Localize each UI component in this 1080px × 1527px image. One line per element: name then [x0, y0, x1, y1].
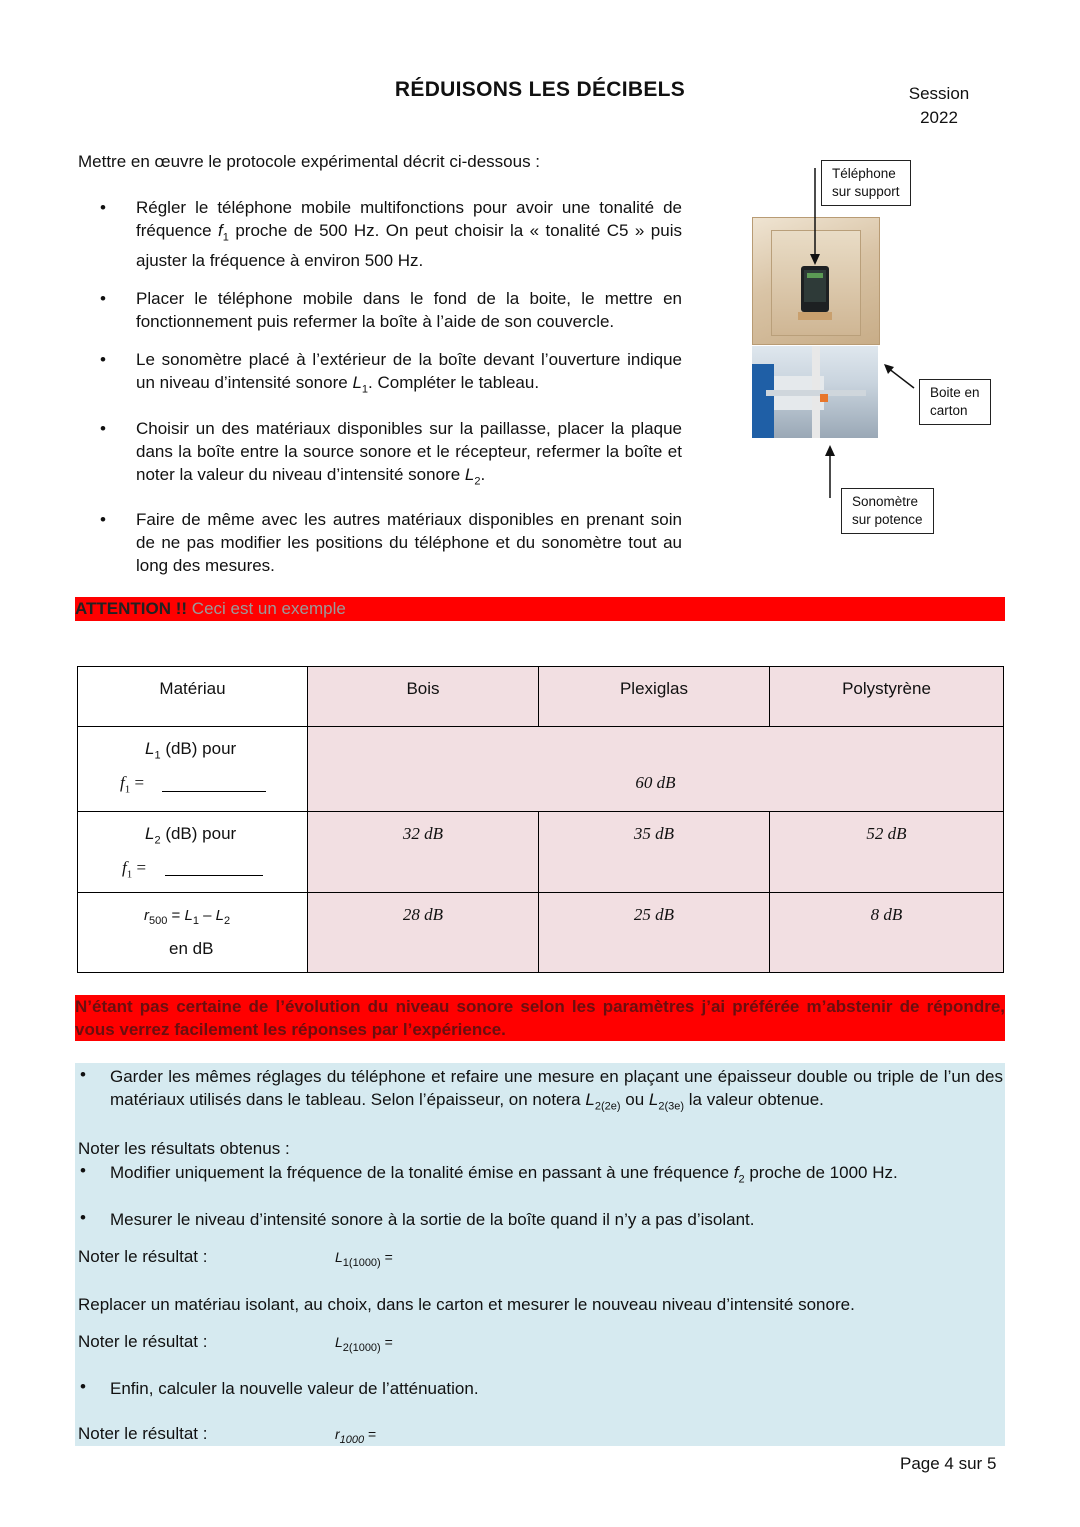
row1-f-sub: 1 — [124, 783, 131, 796]
header-material-text: Matériau — [159, 679, 226, 698]
step-4-text-b: . — [480, 464, 486, 484]
row2-f-var: f — [122, 858, 127, 877]
row3-eq: = — [167, 907, 185, 924]
page-number: Page 4 sur 5 — [900, 1454, 997, 1473]
note-result-label-3: Noter le résultat : — [78, 1424, 208, 1443]
row1-f-var: f — [120, 773, 125, 792]
header-bois — [308, 667, 539, 727]
bullet-4-icon: • — [80, 1377, 86, 1396]
further-step-3: Mesurer le niveau d’intensité sonore à la sortie de la boîte quand il n’y a pas d’isolant. — [110, 1210, 755, 1229]
L2-2e-var: L — [585, 1090, 595, 1109]
row2-polystyrene-value: 52 dB — [866, 824, 907, 843]
step-1 — [100, 196, 682, 272]
page-title: RÉDUISONS LES DÉCIBELS — [394, 78, 686, 101]
bullet-1-icon: • — [80, 1065, 86, 1084]
equation-L2-1000 — [335, 1334, 393, 1354]
bullet-3-icon: • — [80, 1208, 86, 1227]
header-bois-text: Bois — [406, 679, 440, 698]
row3-plexiglas-value: 25 dB — [633, 905, 675, 924]
equation-r-1000 — [335, 1426, 376, 1446]
session-word: Session — [908, 84, 970, 103]
step-4 — [100, 417, 682, 493]
row3-unit: en dB — [169, 939, 214, 958]
row1-f-eq: = — [130, 773, 145, 792]
further-step-2 — [110, 1161, 898, 1191]
row2-var: L — [145, 824, 155, 843]
step-4-text-a: Choisir un des matériaux disponibles sur la paillasse, placer la plaque dans la boîte entre la source sonore et le récepteur, refermer la boîte et noter la valeur du niveau d’intensité sonore — [136, 418, 682, 484]
note-result-label-1: Noter le résultat : — [78, 1247, 208, 1266]
arrow-box-icon — [880, 362, 920, 392]
step-1-text-b: proche de 500 Hz. On peut choisir la « tonalité C5 » puis ajuster la fréquence à environ 500 Hz. — [136, 221, 682, 271]
row2-bois — [308, 812, 539, 893]
label-meter-line-2: sur potence — [852, 512, 923, 527]
eq1-var: L — [335, 1249, 343, 1265]
step-1-var: f — [218, 221, 223, 240]
equation-L1-1000 — [335, 1249, 393, 1269]
label-meter-line-1: Sonomètre — [852, 494, 919, 509]
row3-L1-sub: 1 — [192, 915, 199, 927]
arrow-meter-icon — [820, 444, 840, 500]
row2-label — [78, 812, 308, 893]
row2-f-sub: 1 — [126, 868, 133, 881]
label-box-line-2: carton — [930, 403, 968, 418]
row3-sub: 500 — [149, 915, 168, 927]
session-year: 2022 — [920, 108, 958, 127]
step-2-text: Placer le téléphone mobile dans le fond de la boite, le mettre en fonctionnement puis refermer la boîte à l’aide de son couvercle. — [136, 289, 682, 332]
row3-bois — [308, 893, 539, 973]
f2-var: f — [733, 1163, 739, 1182]
results-table — [77, 666, 1004, 973]
row1-value: 60 dB — [635, 773, 676, 792]
eq1-eq: = — [380, 1249, 393, 1265]
header-material — [78, 667, 308, 727]
step-3-sub: 1 — [361, 383, 369, 396]
arrow-phone-icon — [805, 168, 825, 268]
row2-plexiglas-value: 35 dB — [633, 824, 675, 843]
row1-label — [78, 727, 308, 812]
label-meter — [841, 488, 934, 534]
bullet-2-icon: • — [80, 1161, 86, 1180]
L2-3e-sub: 2(3e) — [658, 1100, 685, 1113]
further-step-1-end: la valeur obtenue. — [684, 1090, 824, 1109]
row2-plexiglas — [539, 812, 770, 893]
row3-plexiglas — [539, 893, 770, 973]
row3-polystyrene-value: 8 dB — [870, 905, 903, 924]
further-step-1-or: ou — [620, 1090, 649, 1109]
eq2-var: L — [335, 1334, 343, 1350]
header-plexiglas-text: Plexiglas — [619, 679, 689, 698]
step-4-sub: 2 — [474, 475, 481, 488]
step-1-text-a: Régler le téléphone mobile multifonctions pour avoir une tonalité de fréquence — [136, 198, 682, 240]
L2-2e-sub: 2(2e) — [594, 1100, 621, 1113]
further-step-1-text: Garder les mêmes réglages du téléphone et refaire une mesure en plaçant une épaisseur double ou triple de l’un des matériaux utilisés dans le tableau. Selon l’épaisseur, on notera — [110, 1067, 1003, 1109]
label-phone-line-2: sur support — [832, 184, 900, 199]
row3-L2-sub: 2 — [223, 915, 231, 927]
label-box-line-1: Boite en — [930, 385, 980, 400]
row2-sub: 2 — [154, 834, 161, 847]
eq2-sub: 2(1000) — [342, 1341, 381, 1354]
eq3-sub: 1000 — [339, 1433, 365, 1446]
attention-banner — [75, 597, 1005, 621]
row1-var: L — [145, 739, 155, 758]
header-polystyrene — [770, 667, 1004, 727]
session-label — [880, 82, 998, 130]
step-5 — [100, 508, 682, 577]
row2-f-blank — [165, 875, 263, 876]
replace-instruction: Replacer un matériau isolant, au choix, dans le carton et mesurer le nouveau niveau d’intensité sonore. — [78, 1295, 855, 1314]
row3-L1: L — [184, 907, 193, 924]
further-step-4: Enfin, calculer la nouvelle valeur de l’atténuation. — [110, 1379, 479, 1398]
label-phone — [821, 160, 911, 206]
step-5-text: Faire de même avec les autres matériaux disponibles en prenant soin de ne pas modifier les positions du téléphone et du sonomètre tout au long des mesures. — [136, 510, 682, 576]
header-polystyrene-text: Polystyrène — [842, 679, 931, 698]
protocol-intro: Mettre en œuvre le protocole expérimental décrit ci-dessous : — [78, 152, 541, 171]
note-results-label: Noter les résultats obtenus : — [78, 1139, 290, 1158]
row2-rest: (dB) pour — [160, 824, 237, 843]
row3-minus: – — [198, 907, 216, 924]
note-result-label-2: Noter le résultat : — [78, 1332, 208, 1351]
row1-sub: 1 — [154, 749, 161, 762]
step-3-text-b: . Compléter le tableau. — [368, 373, 540, 393]
row3-var: r — [144, 907, 149, 924]
eq2-eq: = — [380, 1334, 393, 1350]
row3-bois-value: 28 dB — [402, 905, 444, 924]
step-2 — [100, 287, 682, 333]
header-plexiglas — [539, 667, 770, 727]
row1-rest: (dB) pour — [160, 739, 237, 758]
step-3-text-a: Le sonomètre placé à l’extérieur de la boîte devant l’ouverture indique un niveau d’intensité sonore — [136, 350, 682, 393]
row3-polystyrene — [770, 893, 1004, 973]
L2-3e-var: L — [648, 1090, 659, 1109]
step-4-var: L — [464, 464, 475, 484]
attention-rest: Ceci est un exemple — [187, 599, 346, 618]
row3-label — [78, 893, 308, 973]
label-box — [919, 379, 991, 425]
label-phone-line-1: Téléphone — [832, 166, 896, 181]
row1-f-blank — [162, 791, 266, 792]
step-1-sub: 1 — [222, 231, 229, 244]
row2-polystyrene — [770, 812, 1004, 893]
row1-value-cell — [308, 727, 1004, 812]
student-note-banner: N’étant pas certaine de l’évolution du niveau sonore selon les paramètres j’ai préférée m’abstenir de répondre, vous verrez facilement les réponses par l’expérience. — [75, 997, 1005, 1039]
further-step-2-text-b: proche de 1000 Hz. — [744, 1163, 898, 1182]
eq1-sub: 1(1000) — [342, 1256, 381, 1269]
further-step-1 — [110, 1065, 1003, 1118]
eq3-var: r — [335, 1426, 340, 1442]
protocol-steps — [100, 196, 682, 592]
further-step-2-text-a: Modifier uniquement la fréquence de la tonalité émise en passant à une fréquence — [110, 1163, 734, 1182]
eq3-eq: = — [364, 1426, 377, 1442]
row2-f-eq: = — [132, 858, 147, 877]
attention-bold: ATTENTION !! — [75, 599, 188, 618]
step-3 — [100, 348, 682, 401]
f2-sub: 2 — [738, 1173, 745, 1186]
step-3-var: L — [352, 373, 362, 393]
photo-sound-meter — [752, 346, 878, 438]
row2-bois-value: 32 dB — [402, 824, 444, 843]
row3-L2: L — [215, 907, 224, 924]
